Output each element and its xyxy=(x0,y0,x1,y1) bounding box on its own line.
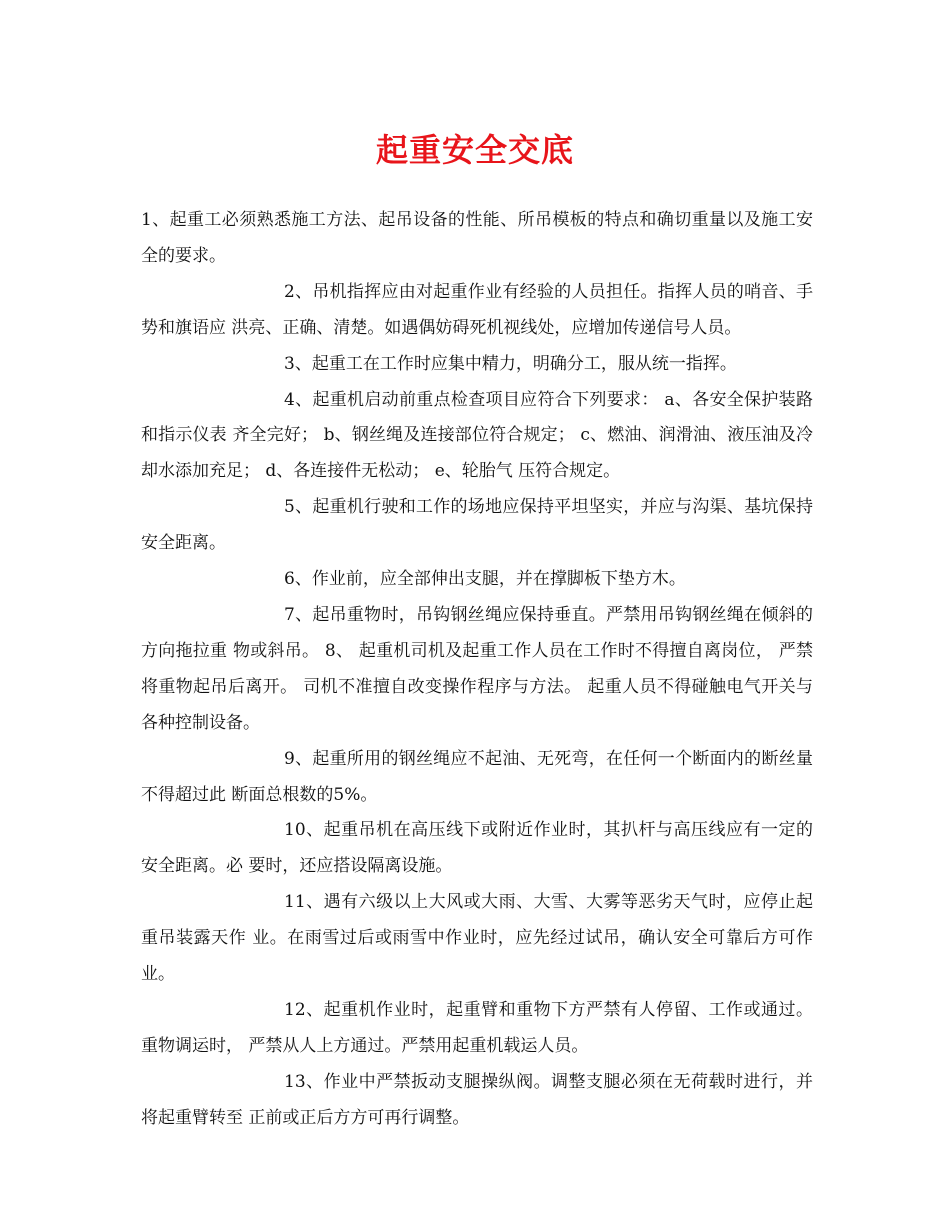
paragraph-2: 2、吊机指挥应由对起重作业有经验的人员担任。指挥人员的哨音、手势和旗语应 洪亮、正确、清楚。如遇偶妨碍死机视线处，应增加传递信号人员。 xyxy=(141,281,813,338)
paragraph-7: 7、起吊重物时，吊钩钢丝绳应保持垂直。严禁用吊钩钢丝绳在倾斜的方向拖拉重 物或斜吊。 8、 起重机司机及起重工作人员在工作时不得擅自离岗位， 严禁将重物起吊后离开。 司机不准擅自改变操作程序与方法。 起重人员不得碰触电气开关与各种控制设备。 xyxy=(141,604,813,733)
paragraph-6: 6、作业前，应全部伸出支腿，并在撑脚板下垫方木。 xyxy=(284,569,686,590)
paragraph-9: 9、起重所用的钢丝绳应不起油、无死弯，在任何一个断面内的断丝量不得超过此 断面总根数的5%。 xyxy=(141,748,813,805)
paragraph-10: 10、起重吊机在高压线下或附近作业时，其扒杆与高压线应有一定的安全距离。必 要时，还应搭设隔离设施。 xyxy=(141,820,813,877)
paragraph-3: 3、起重工在工作时应集中精力，明确分工，服从统一指挥。 xyxy=(284,353,737,374)
paragraph-12: 12、起重机作业时，起重臂和重物下方严禁有人停留、工作或通过。重物调运时， 严禁从人上方通过。严禁用起重机载运人员。 xyxy=(141,999,813,1056)
paragraph-4: 4、起重机启动前重点检查项目应符合下列要求： a、各安全保护装路和指示仪表 齐全完好； b、钢丝绳及连接部位符合规定； c、燃油、润滑油、液压油及冷却水添加充足； d、各连接件无松动； e、轮胎气 压符合规定。 xyxy=(141,389,813,482)
document-title: 起重安全交底 xyxy=(375,131,574,169)
paragraph-5: 5、起重机行驶和工作的场地应保持平坦坚实，并应与沟渠、基坑保持安全距离。 xyxy=(141,497,813,554)
paragraph-11: 11、遇有六级以上大风或大雨、大雪、大雾等恶劣天气时，应停止起重吊装露天作 业。在雨雪过后或雨雪中作业时，应先经过试吊，确认安全可靠后方可作业。 xyxy=(141,892,813,985)
paragraph-13: 13、作业中严禁扳动支腿操纵阀。调整支腿必须在无荷载时进行，并将起重臂转至 正前或正后方方可再行调整。 xyxy=(141,1071,813,1128)
paragraph-1: 1、起重工必须熟悉施工方法、起吊设备的性能、所吊模板的特点和确切重量以及施工安全的要求。 xyxy=(141,210,813,266)
document-body xyxy=(141,203,813,1137)
